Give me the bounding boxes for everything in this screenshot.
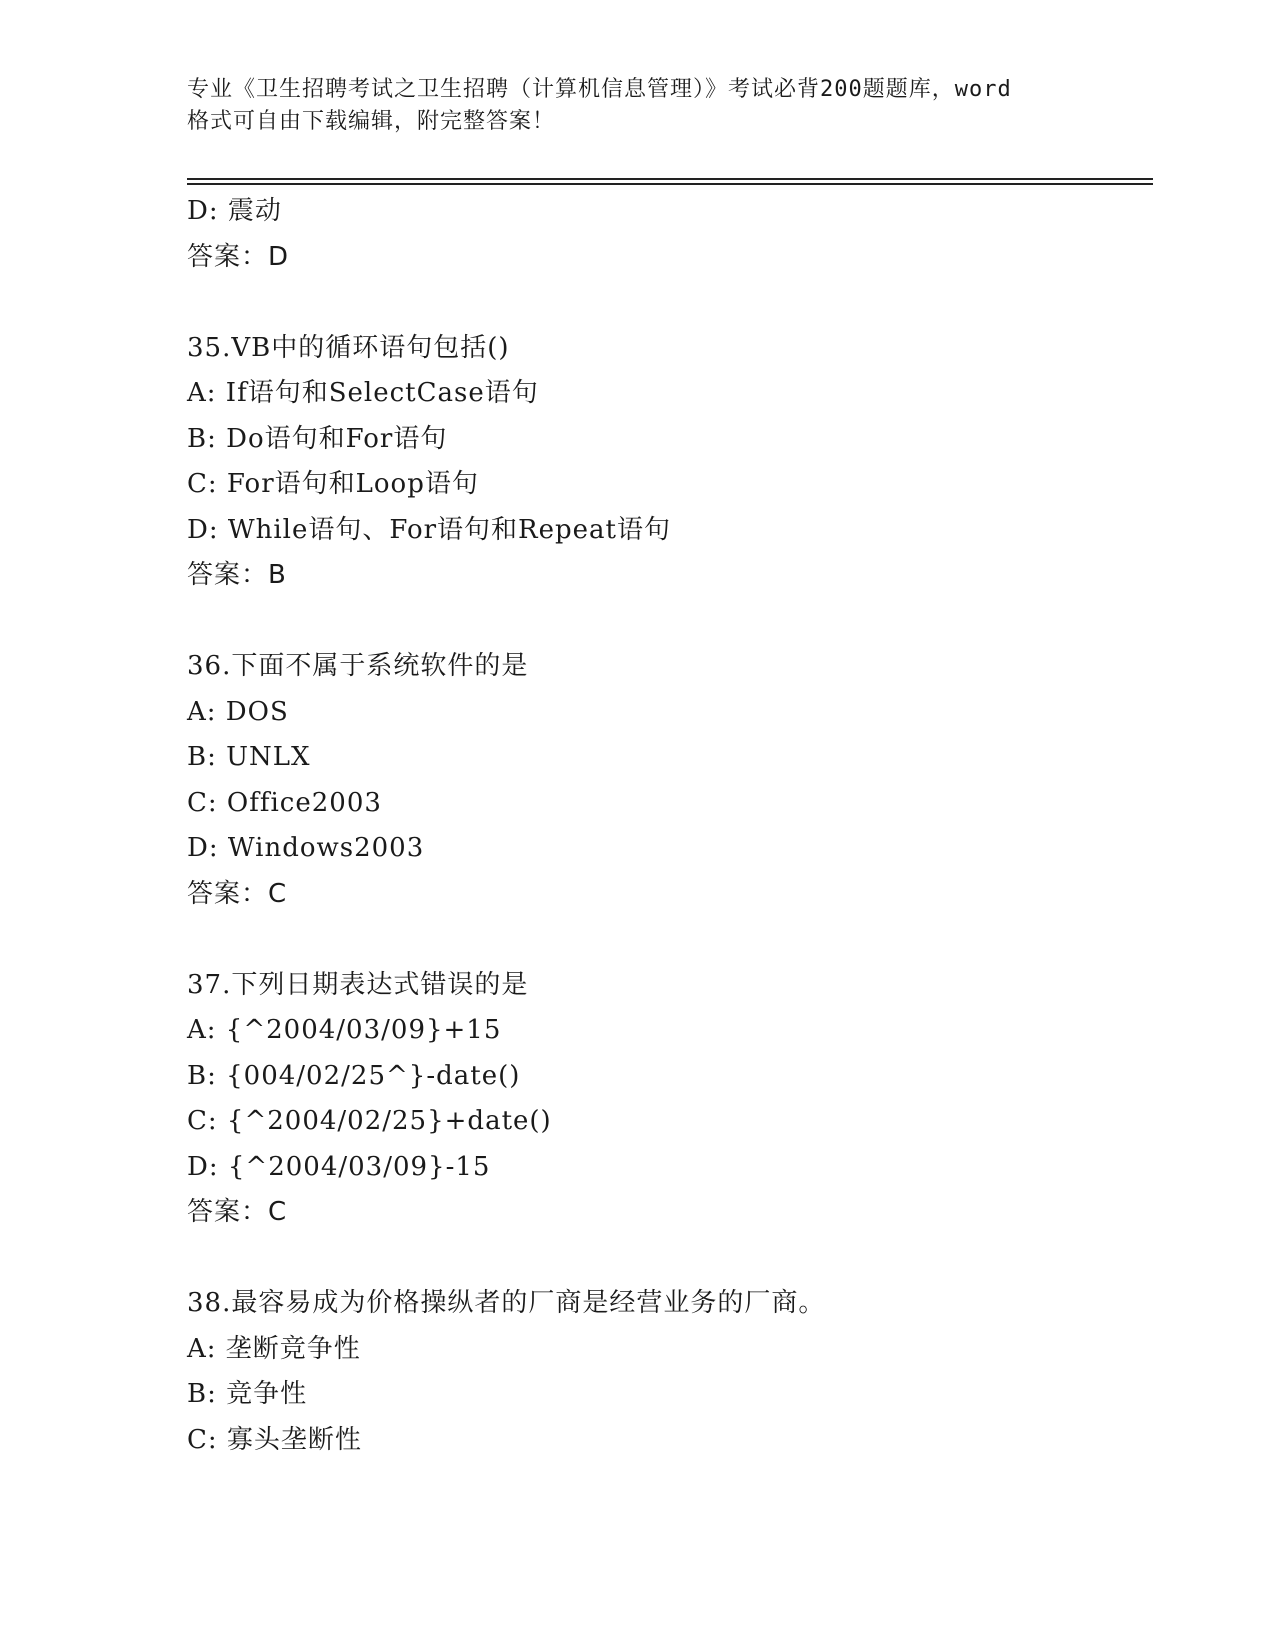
option-a: A: If语句和SelectCase语句: [187, 378, 539, 408]
question-36: [187, 644, 1153, 917]
header-divider-bottom: [187, 183, 1153, 185]
spacer: [187, 599, 1153, 645]
spacer: [187, 917, 1153, 963]
document-header: [187, 74, 1087, 138]
option-a: A: DOS: [187, 696, 289, 727]
option-b: B: UNLX: [187, 742, 311, 772]
option-a: A: {^2004/03/09}+15: [187, 1015, 502, 1045]
spacer: [187, 280, 1153, 326]
option-c: C: Office2003: [187, 787, 382, 818]
question-stem: 38.最容易成为价格操纵者的厂商是经营业务的厂商。: [187, 1288, 826, 1318]
question-38: [187, 1281, 1153, 1463]
option-c: C: 寡头垄断性: [187, 1424, 362, 1455]
question-37: [187, 963, 1153, 1236]
option-d: D: 震动: [187, 196, 282, 226]
answer-line: 答案：B: [187, 560, 287, 590]
option-d: D: While语句、For语句和Repeat语句: [187, 514, 671, 545]
question-stem: 36.下面不属于系统软件的是: [187, 651, 529, 681]
option-b: B: 竞争性: [187, 1379, 308, 1409]
option-d: D: Windows2003: [187, 833, 425, 863]
question-35: [187, 326, 1153, 599]
answer-line: 答案：D: [187, 241, 290, 272]
option-a: A: 垄断竞争性: [187, 1333, 361, 1364]
option-b: B: Do语句和For语句: [187, 423, 448, 454]
option-c: C: {^2004/02/25}+date(): [187, 1106, 552, 1136]
spacer: [187, 1236, 1153, 1282]
answer-line: 答案：C: [187, 1197, 288, 1227]
header-divider-top: [187, 178, 1153, 180]
question-stem: 37.下列日期表达式错误的是: [187, 969, 529, 1000]
header-line-2: 格式可自由下载编辑，附完整答案！: [187, 109, 556, 134]
option-c: C: For语句和Loop语句: [187, 469, 479, 499]
option-d: D: {^2004/03/09}-15: [187, 1151, 491, 1182]
question-stem: 35.VB中的循环语句包括(): [187, 332, 510, 363]
question-content: [187, 189, 1153, 1463]
option-b: B: {004/02/25^}-date(): [187, 1060, 521, 1091]
answer-line: 答案：C: [187, 878, 288, 909]
header-line-1: 专业《卫生招聘考试之卫生招聘（计算机信息管理）》考试必背200题题库，word: [187, 77, 1012, 102]
